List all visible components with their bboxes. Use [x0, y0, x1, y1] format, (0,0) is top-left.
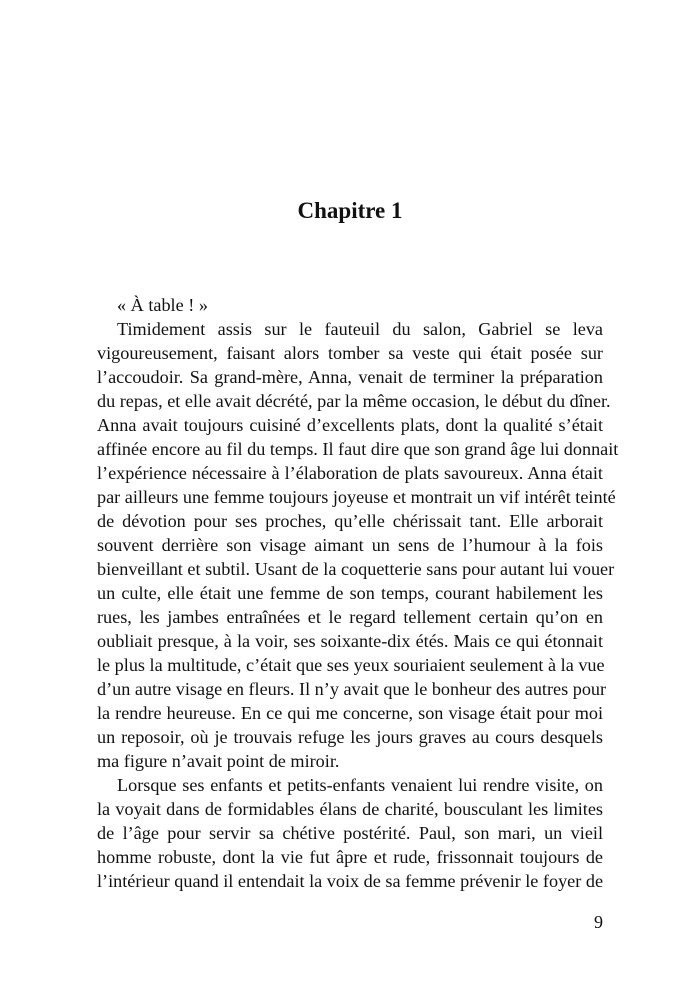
text-line: du repas, et elle avait décrété, par la même occasion, le début du dîner.	[97, 391, 611, 411]
text-line: un reposoir, où je trouvais refuge les jours graves au cours desquels	[97, 727, 603, 747]
text-line: d’un autre visage en fleurs. Il n’y avait que le bonheur des autres pour	[97, 679, 607, 699]
text-line: Timidement assis sur le fauteuil du salon, Gabriel se leva	[117, 319, 603, 339]
text-line: « À table ! »	[117, 295, 208, 315]
text-line: la rendre heureuse. En ce qui me concerne, son visage était pour moi	[97, 703, 603, 723]
page-number: 9	[594, 912, 603, 932]
text-line: l’accoudoir. Sa grand-mère, Anna, venait de terminer la préparation	[97, 367, 603, 387]
chapter-title: Chapitre 1	[297, 198, 403, 223]
text-line: par ailleurs une femme toujours joyeuse et montrait un vif intérêt teinté	[97, 487, 616, 507]
text-line: homme robuste, dont la vie fut âpre et rude, frissonnait toujours de	[97, 847, 603, 867]
text-line: le plus la multitude, c’était que ses yeux souriaient seulement à la vue	[97, 655, 605, 675]
text-line: Anna avait toujours cuisiné d’excellents plats, dont la qualité s’était	[97, 415, 603, 435]
text-line: affinée encore au fil du temps. Il faut dire que son grand âge lui donnait	[97, 439, 619, 459]
text-line: l’expérience nécessaire à l’élaboration de plats savoureux. Anna était	[97, 463, 603, 483]
text-line: vigoureusement, faisant alors tomber sa veste qui était posée sur	[97, 343, 603, 363]
text-line: Lorsque ses enfants et petits-enfants venaient lui rendre visite, on	[117, 775, 603, 795]
text-line: un culte, elle était une femme de son temps, courant habilement les	[97, 583, 603, 603]
text-line: rues, les jambes entraînées et le regard tellement certain qu’on en	[97, 607, 603, 627]
text-line: oubliait presque, à la voir, ses soixante-dix étés. Mais ce qui étonnait	[97, 631, 603, 651]
text-line: de l’âge pour servir sa chétive postérité. Paul, son mari, un vieil	[97, 823, 603, 843]
text-line: ma figure n’avait point de miroir.	[97, 751, 340, 771]
text-line: l’intérieur quand il entendait la voix de sa femme prévenir le foyer de	[97, 871, 604, 891]
text-line: la voyait dans de formidables élans de charité, bousculant les limites	[97, 799, 603, 819]
text-line: bienveillant et subtil. Usant de la coquetterie sans pour autant lui vouer	[97, 559, 615, 579]
text-line: de dévotion pour ses proches, qu’elle chérissait tant. Elle arborait	[97, 511, 603, 531]
text-line: souvent derrière son visage aimant un sens de l’humour à la fois	[97, 535, 603, 555]
body-text	[97, 293, 619, 893]
